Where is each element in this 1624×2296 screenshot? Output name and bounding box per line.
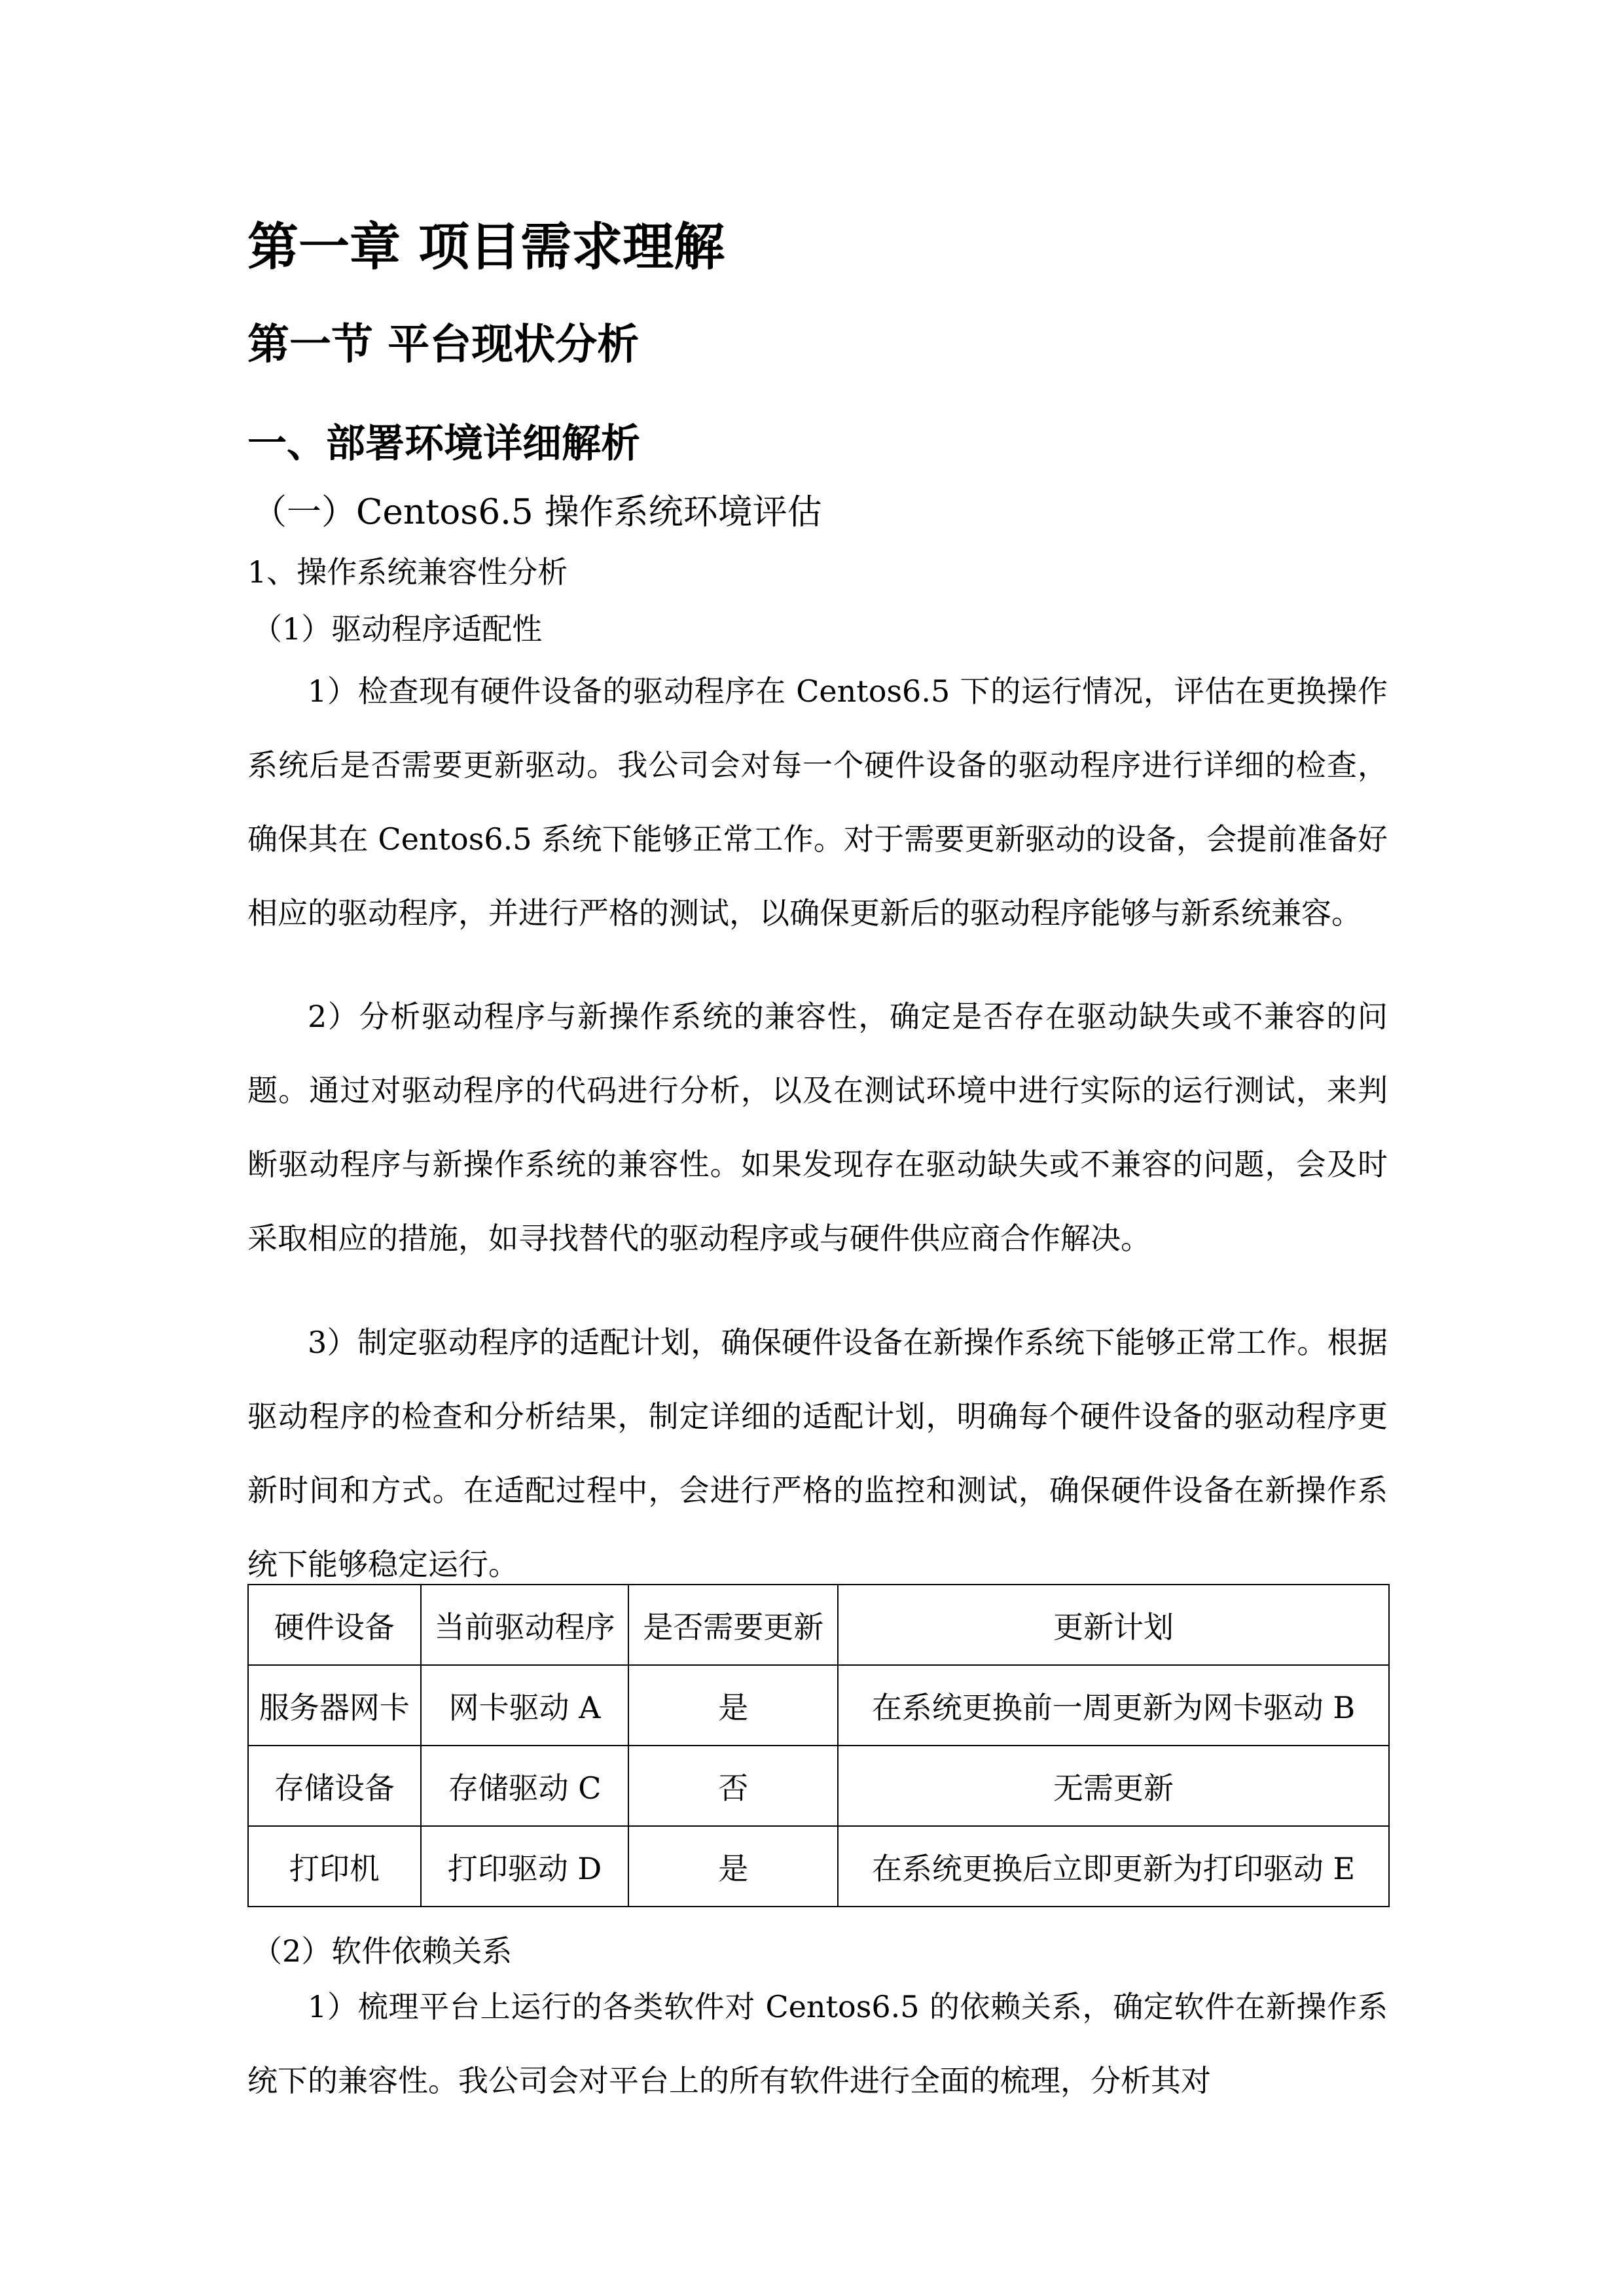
item-title: 1、操作系统兼容性分析 [247,554,568,590]
table-cell: 服务器网卡 [248,1665,421,1746]
table-cell: 否 [628,1746,838,1826]
subitem-title-software-dependency: （2）软件依赖关系 [252,1933,513,1969]
table-cell: 存储驱动 C [421,1746,629,1826]
table-cell: 是 [628,1826,838,1907]
table-header-cell: 是否需要更新 [628,1585,838,1665]
table-header-cell: 当前驱动程序 [421,1585,629,1665]
subitem-title-driver-adaptation: （1）驱动程序适配性 [252,611,543,647]
paragraph-4: 1）梳理平台上运行的各类软件对 Centos6.5 的依赖关系，确定软件在新操作系统下的兼容性。我公司会对平台上的所有软件进行全面的梳理，分析其对 [247,1989,1388,2098]
table-cell: 在系统更换后立即更新为打印驱动 E [838,1826,1389,1907]
sub-subsection-title: （一）Centos6.5 操作系统环境评估 [252,492,822,532]
table-row [248,1826,1389,1907]
table-cell: 在系统更换前一周更新为网卡驱动 B [838,1665,1389,1746]
table-header-row [248,1585,1389,1665]
chapter-title: 第一章 项目需求理解 [247,218,725,277]
table-cell: 打印机 [248,1826,421,1907]
table-cell: 是 [628,1665,838,1746]
paragraph-1: 1）检查现有硬件设备的驱动程序在 Centos6.5 下的运行情况，评估在更换操作系统后是否需要更新驱动。我公司会对每一个硬件设备的驱动程序进行详细的检查，确保其在 Centos6.5 系统下能够正常工作。对于需要更新驱动的设备，会提前准备好相应的驱动程序，并进行严格的测试，以确保更新后的驱动程序能够与新系统兼容。 [247,673,1388,931]
table-cell: 打印驱动 D [421,1826,629,1907]
table-row [248,1665,1389,1746]
subsection-title: 一、部署环境详细解析 [247,421,640,467]
table-cell: 存储设备 [248,1746,421,1826]
table-cell: 无需更新 [838,1746,1389,1826]
table-cell: 网卡驱动 A [421,1665,629,1746]
table-header-cell: 硬件设备 [248,1585,421,1665]
section-title: 第一节 平台现状分析 [247,321,640,369]
table-header-cell: 更新计划 [838,1585,1389,1665]
paragraph-3: 3）制定驱动程序的适配计划，确保硬件设备在新操作系统下能够正常工作。根据驱动程序的检查和分析结果，制定详细的适配计划，明确每个硬件设备的驱动程序更新时间和方式。在适配过程中，会进行严格的监控和测试，确保硬件设备在新操作系统下能够稳定运行。 [247,1325,1388,1582]
paragraph-2: 2）分析驱动程序与新操作系统的兼容性，确定是否存在驱动缺失或不兼容的问题。通过对驱动程序的代码进行分析，以及在测试环境中进行实际的运行测试，来判断驱动程序与新操作系统的兼容性。如果发现存在驱动缺失或不兼容的问题，会及时采取相应的措施，如寻找替代的驱动程序或与硬件供应商合作解决。 [247,999,1388,1256]
table-row [248,1746,1389,1826]
driver-update-table [247,1584,1390,1907]
